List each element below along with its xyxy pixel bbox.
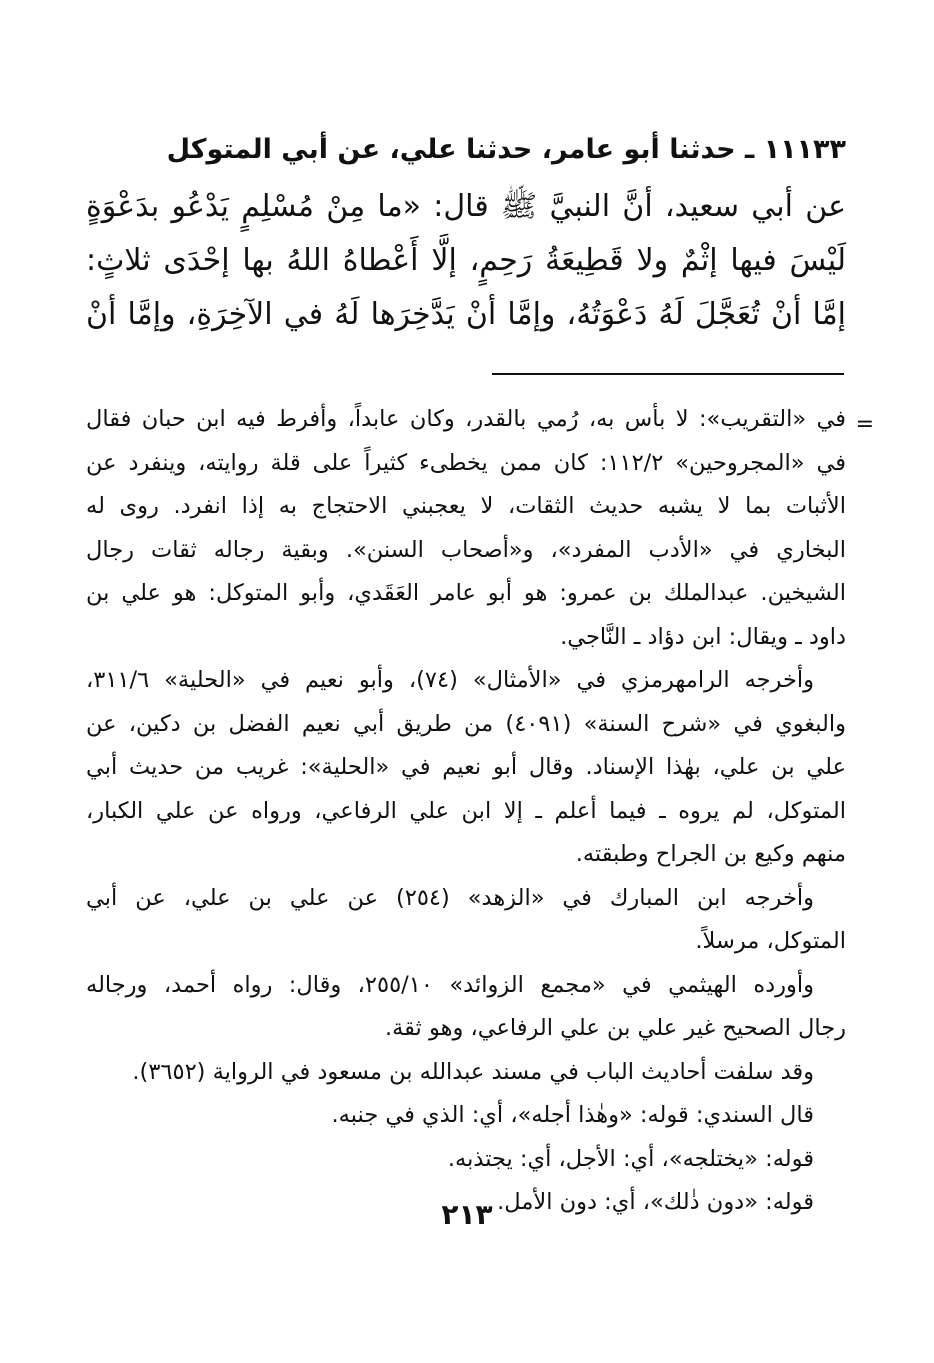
footnote-separator xyxy=(492,373,844,375)
hadith-heading: ١١١٣٣ ـ حدثنا أبو عامر، حدثنا علي، عن أبي المتوكل xyxy=(166,134,846,165)
footnote-line: علي بن علي، بهٰذا الإسناد. وقال أبو نعيم في «الحلية»: غريب من حديث أبي xyxy=(86,754,846,780)
footnote-line: في «المجروحين» ١١٢/٢: كان ممن يخطىء كثيراً على قلة روايته، وينفرد عن xyxy=(86,449,846,476)
footnote-line: قوله: «يختلجه»، أي: الأجل، أي: يجتذبه. xyxy=(447,1145,814,1172)
hadith-line: إمَّا أنْ تُعَجَّلَ لَهُ دَعْوَتُهُ، وإمَّا أنْ يَدَّخِرَها لَهُ في الآخِرَةِ، وإمَّا أنْ xyxy=(86,297,846,332)
footnote-line: الأثبات بما لا يشبه حديث الثقات، لا يعجبني الاحتجاج به إذا انفرد. روى له xyxy=(86,493,846,519)
footnote-line: قوله: «دون ذٰلك»، أي: دون الأمل. xyxy=(497,1189,814,1215)
footnote-line: داود ـ ويقال: ابن دؤاد ـ النَّاجي. xyxy=(560,623,846,650)
footnote-line: قال السندي: قوله: «وهٰذا أجله»، أي: الذي في جنبه. xyxy=(331,1102,814,1128)
footnote-line: في «التقريب»: لا بأس به، رُمي بالقدر، وكان عابداً، وأفرط فيه ابن حبان فقال xyxy=(86,406,846,432)
hadith-text xyxy=(86,128,846,342)
footnote-line: وأخرجه ابن المبارك في «الزهد» (٢٥٤) عن علي بن علي، عن أبي xyxy=(86,884,814,911)
footnote-line: وقد سلفت أحاديث الباب في مسند عبدالله بن مسعود في الرواية (٣٦٥٢). xyxy=(132,1058,814,1085)
footnote-line: المتوكل، مرسلاً. xyxy=(695,928,846,954)
footnote-line: وأخرجه الرامهرمزي في «الأمثال» (٧٤)، وأبو نعيم في «الحلية» ٣١١/٦، xyxy=(86,667,814,693)
footnote-line: والبغوي في «شرح السنة» (٤٠٩١) من طريق أبي نعيم الفضل بن دكين، عن xyxy=(86,710,846,737)
footnote-line: منهم وكيع بن الجراح وطبقته. xyxy=(575,841,846,867)
page-number: ٢١٣ xyxy=(441,1198,493,1231)
footnote-line: رجال الصحيح غير علي بن علي الرفاعي، وهو ثقة. xyxy=(384,1015,846,1041)
footnote-line: المتوكل، لم يروه ـ فيما أعلم ـ إلا ابن علي الرفاعي، ورواه عن علي الكبار، xyxy=(86,797,846,824)
footnote-line: الشيخين. عبدالملك بن عمرو: هو أبو عامر العَقَدي، وأبو المتوكل: هو علي بن xyxy=(86,580,846,606)
hadith-line: لَيْسَ فيها إثْمٌ ولا قَطِيعَةُ رَحِمٍ، إلَّا أَعْطاهُ اللهُ بها إحْدَى ثلاثٍ: xyxy=(86,243,846,278)
hadith-line: عن أبي سعيد، أنَّ النبيَّ ﷺ قال: «ما مِنْ مُسْلِمٍ يَدْعُو بدَعْوَةٍ xyxy=(86,189,846,224)
continuation-mark: = xyxy=(855,412,874,437)
footnote-line: وأورده الهيثمي في «مجمع الزوائد» ٢٥٥/١٠، وقال: رواه أحمد، ورجاله xyxy=(86,971,815,998)
footnote-line: البخاري في «الأدب المفرد»، و«أصحاب السنن». وبقية رجاله ثقات رجال xyxy=(86,536,846,563)
footnotes xyxy=(86,398,874,1225)
